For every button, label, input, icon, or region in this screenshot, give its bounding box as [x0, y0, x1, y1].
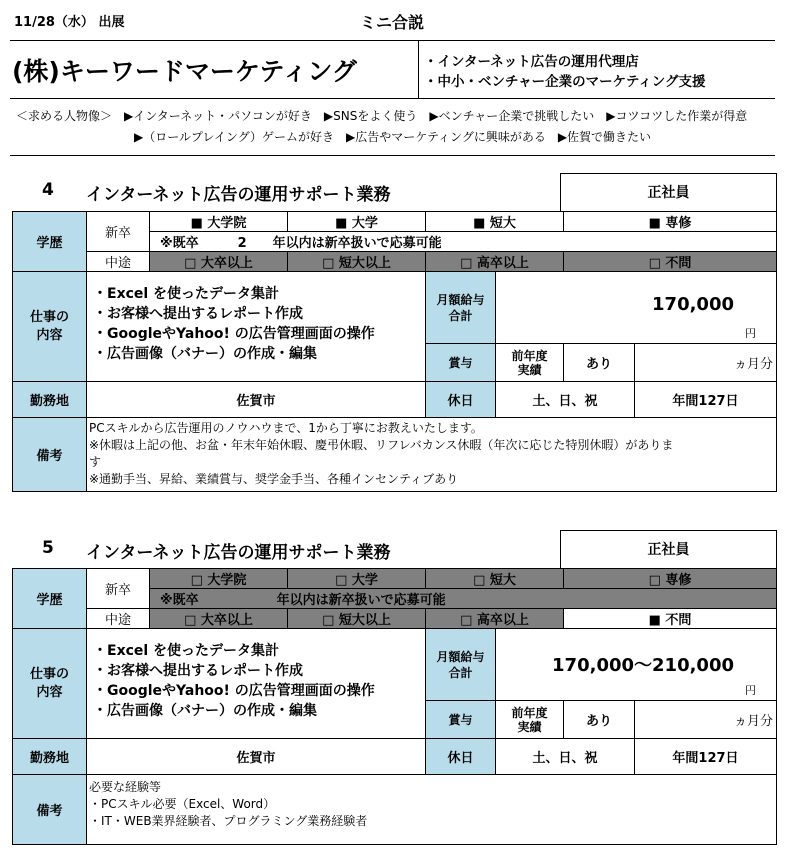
chuto-option: □ 大卒以上: [150, 609, 288, 629]
job-title: インターネット広告の運用サポート業務: [86, 185, 391, 205]
holiday-value: 土、日、祝: [496, 739, 635, 775]
holiday-label: 休日: [426, 739, 496, 775]
bonus-label: 賞与: [426, 344, 496, 382]
shinsotsu-option: □ 短大: [426, 569, 564, 589]
location-label: 勤務地: [13, 382, 87, 418]
divider: [418, 41, 419, 98]
yen-unit: 円: [745, 684, 756, 697]
notes: [87, 775, 777, 845]
prev-year-label: 前年度 実績: [496, 344, 564, 382]
prev-year-label: 前年度 実績: [496, 701, 564, 739]
note-line: ・PCスキル必要（Excel、Word）: [89, 797, 276, 811]
salary-cell: [496, 629, 777, 701]
company-name: (株)キーワードマーケティング: [12, 57, 357, 86]
task-item: ・お客様へ提出するレポート作成: [93, 663, 303, 679]
gakureki-label: 学歴: [13, 212, 87, 272]
note-line: ※休暇は上記の他、お盆・年末年始休暇、慶弔休暇、リフレバカンス休暇（年次に応じた特別休暇）がありま: [89, 438, 674, 452]
requirements-line-2: ▶（ロールプレイング）ゲームが好き ▶広告やマーケティングに興味がある ▶佐賀で働きたい: [134, 130, 652, 144]
note-line: ※通勤手当、昇給、業績賞与、奨学金手当、各種インセンティブあり: [89, 472, 459, 486]
salary-cell: [496, 272, 777, 344]
event-title: ミニ合説: [360, 13, 425, 32]
job-title: インターネット広告の運用サポート業務: [86, 543, 391, 563]
shinsotsu-option: ■ 大学院: [150, 212, 288, 232]
task-item: ・Excel を使ったデータ集計: [93, 643, 280, 659]
note-line: ・IT・WEB業界経験者、プログラミング業務経験者: [89, 814, 368, 828]
divider: [10, 98, 775, 99]
chuto-option: □ 高卒以上: [426, 609, 564, 629]
divider: [10, 155, 775, 156]
notes-label: 備考: [13, 418, 87, 492]
annual-holiday-value: 年間127日: [635, 739, 777, 775]
task-list: [87, 629, 426, 739]
job-number: 5: [42, 538, 54, 558]
task-item: ・GoogleやYahoo! の広告管理画面の操作: [93, 326, 375, 342]
task-item: ・Excel を使ったデータ集計: [93, 286, 280, 302]
holiday-label: 休日: [426, 382, 496, 418]
shigoto-label: 仕事の 内容: [13, 272, 87, 382]
bonus-value: あり: [564, 701, 635, 739]
location-value: 佐賀市: [87, 739, 426, 775]
chuto-option: □ 高卒以上: [426, 252, 564, 272]
business-line-1: ・インターネット広告の運用代理店: [424, 54, 639, 70]
notes: [87, 418, 777, 492]
months-unit: ヵ月分: [635, 701, 777, 739]
chuto-label: 中途: [87, 609, 150, 629]
chuto-option: □ 短大以上: [288, 609, 426, 629]
months-unit: ヵ月分: [635, 344, 777, 382]
salary-amount: 170,000～210,000: [552, 655, 734, 676]
kisotsu-note: ※既卒 2 年以内は新卒扱いで応募可能: [150, 232, 777, 252]
task-item: ・広告画像（バナー）の作成・編集: [93, 703, 317, 719]
holiday-value: 土、日、祝: [496, 382, 635, 418]
shinsotsu-option: □ 専修: [564, 569, 777, 589]
location-label: 勤務地: [13, 739, 87, 775]
event-date: 11/28（水） 出展: [14, 15, 125, 30]
job-number: 4: [42, 180, 54, 200]
task-list: [87, 272, 426, 382]
annual-holiday-value: 年間127日: [635, 382, 777, 418]
task-item: ・お客様へ提出するレポート作成: [93, 306, 303, 322]
task-item: ・広告画像（バナー）の作成・編集: [93, 346, 317, 362]
note-line: 必要な経験等: [89, 780, 162, 794]
chuto-option: □ 短大以上: [288, 252, 426, 272]
location-value: 佐賀市: [87, 382, 426, 418]
shinsotsu-label: 新卒: [87, 212, 150, 252]
business-line-2: ・中小・ベンチャー企業のマーケティング支援: [424, 74, 706, 90]
note-line: す: [89, 455, 102, 469]
bonus-label: 賞与: [426, 701, 496, 739]
shinsotsu-option: ■ 専修: [564, 212, 777, 232]
chuto-option: □ 不問: [564, 252, 777, 272]
shinsotsu-option: □ 大学: [288, 569, 426, 589]
job-table: [12, 568, 777, 845]
bonus-value: あり: [564, 344, 635, 382]
task-item: ・GoogleやYahoo! の広告管理画面の操作: [93, 683, 375, 699]
shinsotsu-option: ■ 大学: [288, 212, 426, 232]
job-table: [12, 211, 777, 492]
chuto-label: 中途: [87, 252, 150, 272]
salary-label: 月額給与 合計: [426, 629, 496, 701]
kisotsu-note: ※既卒 年以内は新卒扱いで応募可能: [150, 589, 777, 609]
salary-label: 月額給与 合計: [426, 272, 496, 344]
note-line: PCスキルから広告運用のノウハウまで、1から丁寧にお教えいたします。: [89, 421, 483, 435]
shinsotsu-option: ■ 短大: [426, 212, 564, 232]
notes-label: 備考: [13, 775, 87, 845]
shigoto-label: 仕事の 内容: [13, 629, 87, 739]
gakureki-label: 学歴: [13, 569, 87, 629]
employment-type: 正社員: [560, 173, 777, 212]
shinsotsu-option: □ 大学院: [150, 569, 288, 589]
salary-amount: 170,000: [652, 294, 734, 315]
shinsotsu-label: 新卒: [87, 569, 150, 609]
requirements-line-1: ＜求める人物像＞ ▶インターネット・パソコンが好き ▶SNSをよく使う ▶ベンチャー企業で挑戦したい ▶コツコツした作業が得意: [16, 109, 748, 123]
yen-unit: 円: [745, 327, 756, 340]
chuto-option: ■ 不問: [564, 609, 777, 629]
employment-type: 正社員: [560, 530, 777, 569]
divider: [10, 40, 775, 41]
chuto-option: □ 大卒以上: [150, 252, 288, 272]
